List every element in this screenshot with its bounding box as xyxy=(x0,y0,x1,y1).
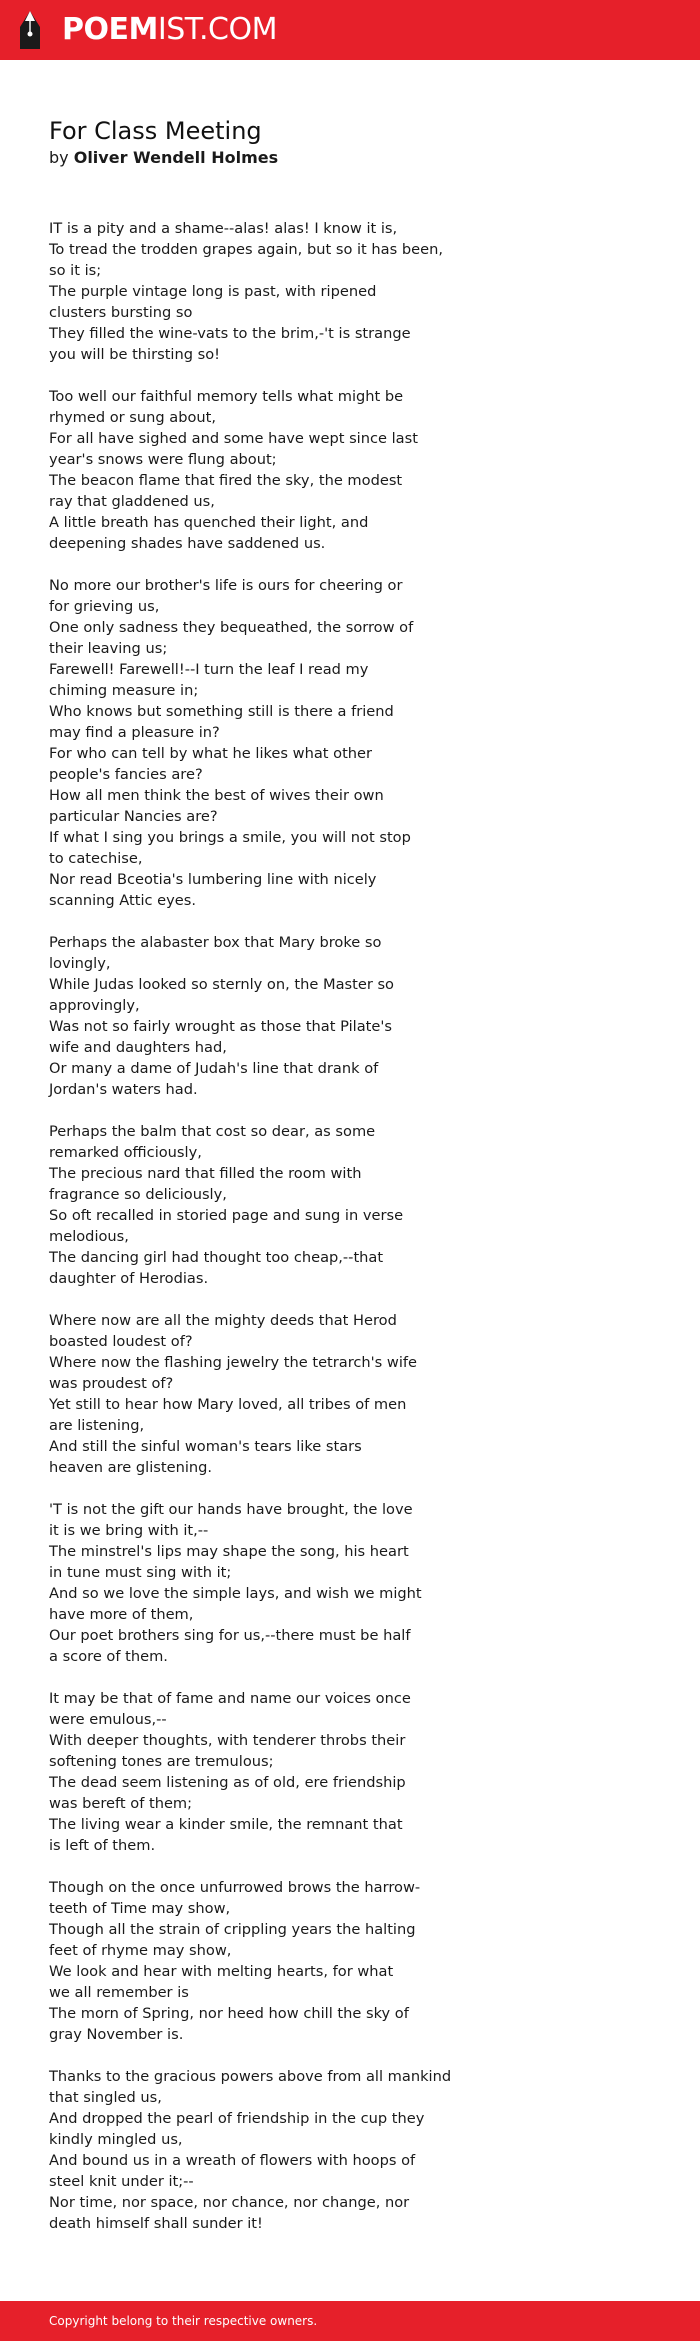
poem-line: Farewell! Farewell!--I turn the leaf I read my xyxy=(49,661,369,678)
poem-line: We look and hear with melting hearts, for what xyxy=(49,1963,394,1980)
poem-line: wife and daughters had, xyxy=(49,1039,227,1056)
poem-line: With deeper thoughts, with tenderer throbs their xyxy=(49,1732,406,1749)
poem-line: we all remember is xyxy=(49,1984,189,2001)
poem-byline xyxy=(49,146,278,170)
poem-line: The purple vintage long is past, with ripened xyxy=(49,283,377,300)
poem-line: Or many a dame of Judah's line that drank of xyxy=(49,1060,379,1077)
poem-line: a score of them. xyxy=(49,1648,168,1665)
poem-author: Oliver Wendell Holmes xyxy=(73,148,279,167)
poem-line: And so we love the simple lays, and wish we might xyxy=(49,1585,422,1602)
poem-line: Where now are all the mighty deeds that Herod xyxy=(49,1312,397,1329)
poem-line: may find a pleasure in? xyxy=(49,724,220,741)
poem-stanza xyxy=(49,932,609,1100)
poem-line: to catechise, xyxy=(49,850,143,867)
poem-line: lovingly, xyxy=(49,955,111,972)
poem-stanza xyxy=(49,1310,609,1478)
poem-line: Thanks to the gracious powers above from all mankind xyxy=(49,2068,452,2085)
poem-line: in tune must sing with it; xyxy=(49,1564,232,1581)
poem-line: Perhaps the balm that cost so dear, as some xyxy=(49,1123,376,1140)
poem-line: They filled the wine-vats to the brim,-'t is strange xyxy=(49,325,411,342)
poem-line: For who can tell by what he likes what other xyxy=(49,745,373,762)
poem-line: have more of them, xyxy=(49,1606,194,1623)
poem-line: that singled us, xyxy=(49,2089,162,2106)
site-footer xyxy=(0,2301,700,2341)
poem-line: So oft recalled in storied page and sung in verse xyxy=(49,1207,404,1224)
poem-line: was proudest of? xyxy=(49,1375,174,1392)
poem-title: For Class Meeting xyxy=(49,117,262,145)
poem-line: Nor time, nor space, nor chance, nor change, nor xyxy=(49,2194,410,2211)
poem-line: Perhaps the alabaster box that Mary broke so xyxy=(49,934,382,951)
poem-line: teeth of Time may show, xyxy=(49,1900,231,1917)
poem-line: was bereft of them; xyxy=(49,1795,193,1812)
poem-line: boasted loudest of? xyxy=(49,1333,193,1350)
poem-line: And dropped the pearl of friendship in the cup they xyxy=(49,2110,425,2127)
logo-light-text: IST.COM xyxy=(157,12,277,47)
poem-line: Though all the strain of crippling years the halting xyxy=(49,1921,416,1938)
poem-line: remarked officiously, xyxy=(49,1144,202,1161)
poem-line: death himself shall sunder it! xyxy=(49,2215,263,2232)
site-header xyxy=(0,0,700,60)
poem-line: The morn of Spring, nor heed how chill the sky of xyxy=(49,2005,409,2022)
poem-line: The beacon flame that fired the sky, the modest xyxy=(49,472,403,489)
site-logo-text xyxy=(62,10,277,50)
poem-line: Where now the flashing jewelry the tetrarch's wife xyxy=(49,1354,418,1371)
poem-line: The dancing girl had thought too cheap,--that xyxy=(49,1249,384,1266)
poem-line: ray that gladdened us, xyxy=(49,493,215,510)
poem-line: gray November is. xyxy=(49,2026,184,2043)
poem-stanza xyxy=(49,386,609,554)
poem-line: kindly mingled us, xyxy=(49,2131,183,2148)
poem-stanza xyxy=(49,1877,609,2045)
poem-line: their leaving us; xyxy=(49,640,168,657)
copyright-notice: Copyright belong to their respective owners. xyxy=(49,2314,318,2328)
poem-line: Our poet brothers sing for us,--there must be half xyxy=(49,1627,411,1644)
poem-line: Was not so fairly wrought as those that Pilate's xyxy=(49,1018,392,1035)
poem-line: And still the sinful woman's tears like stars xyxy=(49,1438,362,1455)
poem-line: feet of rhyme may show, xyxy=(49,1942,232,1959)
poem-line: Though on the once unfurrowed brows the harrow- xyxy=(49,1879,421,1896)
poem-line: people's fancies are? xyxy=(49,766,203,783)
logo-bold-text: POEM xyxy=(62,12,158,47)
poem-stanza xyxy=(49,575,609,911)
poem-line: The minstrel's lips may shape the song, his heart xyxy=(49,1543,409,1560)
poem-line: chiming measure in; xyxy=(49,682,199,699)
poem-line: IT is a pity and a shame--alas! alas! I know it is, xyxy=(49,220,398,237)
poem-line: for grieving us, xyxy=(49,598,160,615)
poem-line: daughter of Herodias. xyxy=(49,1270,209,1287)
poem-line: To tread the trodden grapes again, but so it has been, xyxy=(49,241,443,258)
poem-line: particular Nancies are? xyxy=(49,808,218,825)
poem-line: How all men think the best of wives their own xyxy=(49,787,384,804)
poem-line: clusters bursting so xyxy=(49,304,193,321)
poem-line: is left of them. xyxy=(49,1837,156,1854)
poem-line: Nor read Bceotia's lumbering line with nicely xyxy=(49,871,377,888)
poem-line: The dead seem listening as of old, ere friendship xyxy=(49,1774,406,1791)
byline-label: by xyxy=(49,148,69,167)
poem-line: 'T is not the gift our hands have brought, the love xyxy=(49,1501,413,1518)
poem-line: fragrance so deliciously, xyxy=(49,1186,227,1203)
poem-line: steel knit under it;-- xyxy=(49,2173,194,2190)
poem-line: melodious, xyxy=(49,1228,129,1245)
poem-line: approvingly, xyxy=(49,997,140,1014)
poem-line: are listening, xyxy=(49,1417,145,1434)
poem-line: Who knows but something still is there a friend xyxy=(49,703,394,720)
poem-stanza xyxy=(49,1499,609,1667)
poem-line: you will be thirsting so! xyxy=(49,346,221,363)
poem-stanza xyxy=(49,218,609,365)
poem-line: Yet still to hear how Mary loved, all tribes of men xyxy=(49,1396,407,1413)
poem-line: And bound us in a wreath of flowers with hoops of xyxy=(49,2152,416,2169)
poem-line: softening tones are tremulous; xyxy=(49,1753,274,1770)
poem-line: it is we bring with it,-- xyxy=(49,1522,209,1539)
poem-line: One only sadness they bequeathed, the sorrow of xyxy=(49,619,414,636)
poem-line: No more our brother's life is ours for cheering or xyxy=(49,577,403,594)
poem-line: The living wear a kinder smile, the remnant that xyxy=(49,1816,403,1833)
poem-line: If what I sing you brings a smile, you will not stop xyxy=(49,829,411,846)
poem-line: so it is; xyxy=(49,262,102,279)
poem-line: rhymed or sung about, xyxy=(49,409,217,426)
poem-line: Jordan's waters had. xyxy=(49,1081,198,1098)
poem-line: For all have sighed and some have wept since last xyxy=(49,430,418,447)
poem-line: year's snows were flung about; xyxy=(49,451,277,468)
poem-line: The precious nard that filled the room with xyxy=(49,1165,362,1182)
pen-nib-icon xyxy=(18,10,42,50)
poem-line: A little breath has quenched their light, and xyxy=(49,514,369,531)
poem-line: While Judas looked so sternly on, the Master so xyxy=(49,976,394,993)
poem-line: It may be that of fame and name our voices once xyxy=(49,1690,411,1707)
poem-line: were emulous,-- xyxy=(49,1711,167,1728)
poem-line: deepening shades have saddened us. xyxy=(49,535,326,552)
poem-body xyxy=(49,218,609,2255)
poem-line: heaven are glistening. xyxy=(49,1459,213,1476)
poem-stanza xyxy=(49,1121,609,1289)
poem-stanza xyxy=(49,2066,609,2234)
poem-line: Too well our faithful memory tells what might be xyxy=(49,388,404,405)
poem-stanza xyxy=(49,1688,609,1856)
site-logo[interactable] xyxy=(18,10,277,50)
poem-line: scanning Attic eyes. xyxy=(49,892,196,909)
